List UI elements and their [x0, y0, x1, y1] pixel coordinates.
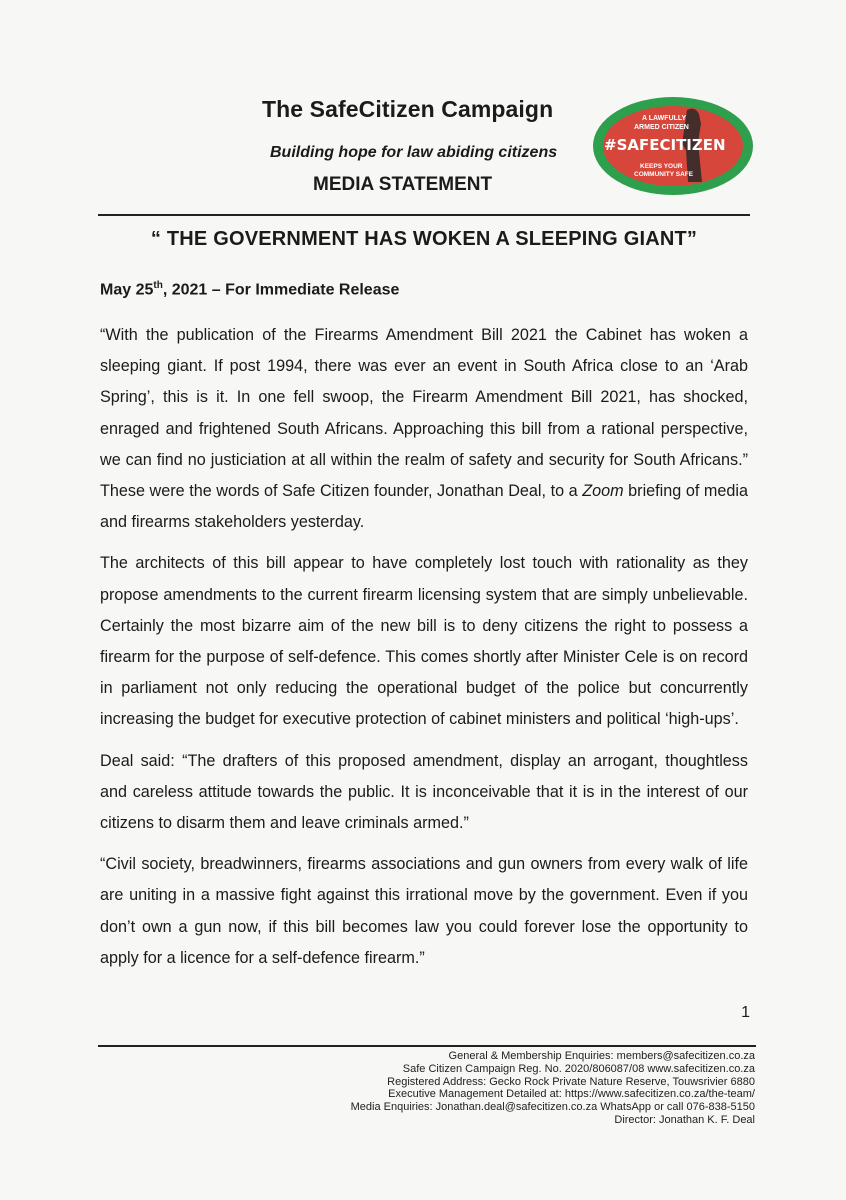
safecitizen-logo	[592, 96, 754, 196]
logo-top-text: A LAWFULLY	[642, 115, 687, 122]
footer-line: General & Membership Enquiries: members@safecitizen.co.za	[448, 1050, 755, 1062]
footer-line: Media Enquiries: Jonathan.deal@safecitizen.co.za WhatsApp or call 076-838-5150	[350, 1101, 755, 1114]
svg-text:ARMED CITIZEN: ARMED CITIZEN	[634, 124, 689, 131]
footer-line: Registered Address: Gecko Rock Private Nature Reserve, Touwsrivier 6880	[387, 1075, 755, 1088]
paragraph-2: The architects of this bill appear to have completely lost touch with rationality as they propose amendments to the current firearm licensing system that are simply unbelievable. Certainly the most bizarre aim of the new bill is to deny citizens the right to possess a firearm for the purpose of self-defence. This comes shortly after Minister Cele is on record in parliament not only reducing the operational budget of the police but concurrently increasing the budget for executive protection of cabinet ministers and political ‘high-ups’.	[100, 554, 748, 729]
paragraph-1	[100, 320, 748, 538]
footer-contact	[260, 1050, 755, 1127]
paragraph-4: “Civil society, breadwinners, firearms associations and gun owners from every walk of life are uniting in a massive fight against this irrational move by the government. Even if you don’t own a gun now, if this bill becomes law you could forever lose the opportunity to apply for a licence for a self-defence firearm.”	[100, 855, 748, 967]
svg-text:COMMUNITY SAFE: COMMUNITY SAFE	[634, 171, 694, 178]
statement-body	[100, 320, 748, 984]
dateline-release: , 2021 – For Immediate Release	[162, 281, 400, 299]
paragraph-1-end: briefing of media and firearms stakeholders yesterday.	[100, 482, 748, 532]
footer-line: Safe Citizen Campaign Reg. No. 2020/806087/08 www.safecitizen.co.za	[402, 1062, 755, 1075]
paragraph-3: Deal said: “The drafters of this proposed amendment, display an arrogant, thoughtless and careless attitude towards the public. It is inconceivable that it is in the interest of our citizens to disarm them and leave criminals armed.”	[100, 751, 748, 833]
dateline-date: May 25	[100, 281, 154, 299]
logo-bottom-text: KEEPS YOUR	[640, 163, 683, 170]
tagline: Building hope for law abiding citizens	[270, 144, 558, 161]
zoom-italic: Zoom	[582, 482, 624, 501]
dateline	[100, 280, 700, 299]
dateline-suffix: th	[153, 280, 163, 291]
footer-line: Director: Jonathan K. F. Deal	[614, 1113, 755, 1126]
header-divider	[98, 214, 750, 216]
page-number: 1	[741, 1004, 750, 1021]
footer-divider	[98, 1045, 756, 1047]
media-statement-label: MEDIA STATEMENT	[313, 174, 493, 195]
paragraph-1-text: “With the publication of the Firearms Amendment Bill 2021 the Cabinet has woken a sleeping giant. If post 1994, there was ever an event in South Africa close to an ‘Arab Spring’, this is it. In one fell swoop, the Firearm Amendment Bill 2021, has shocked, enraged and frightened South Africans. Approaching this bill from a rational perspective, we can find no justiciation at all within the realm of safety and security for South Africans.” These were the words of Safe Citizen founder, Jonathan Deal, to a	[100, 326, 748, 501]
headline: “ THE GOVERNMENT HAS WOKEN A SLEEPING GIANT”	[150, 228, 698, 250]
organization-title: The SafeCitizen Campaign	[262, 96, 554, 122]
footer-line: Executive Management Detailed at: https://www.safecitizen.co.za/the-team/	[388, 1088, 755, 1101]
logo-hashtag: #SAFECITIZEN	[604, 136, 726, 154]
